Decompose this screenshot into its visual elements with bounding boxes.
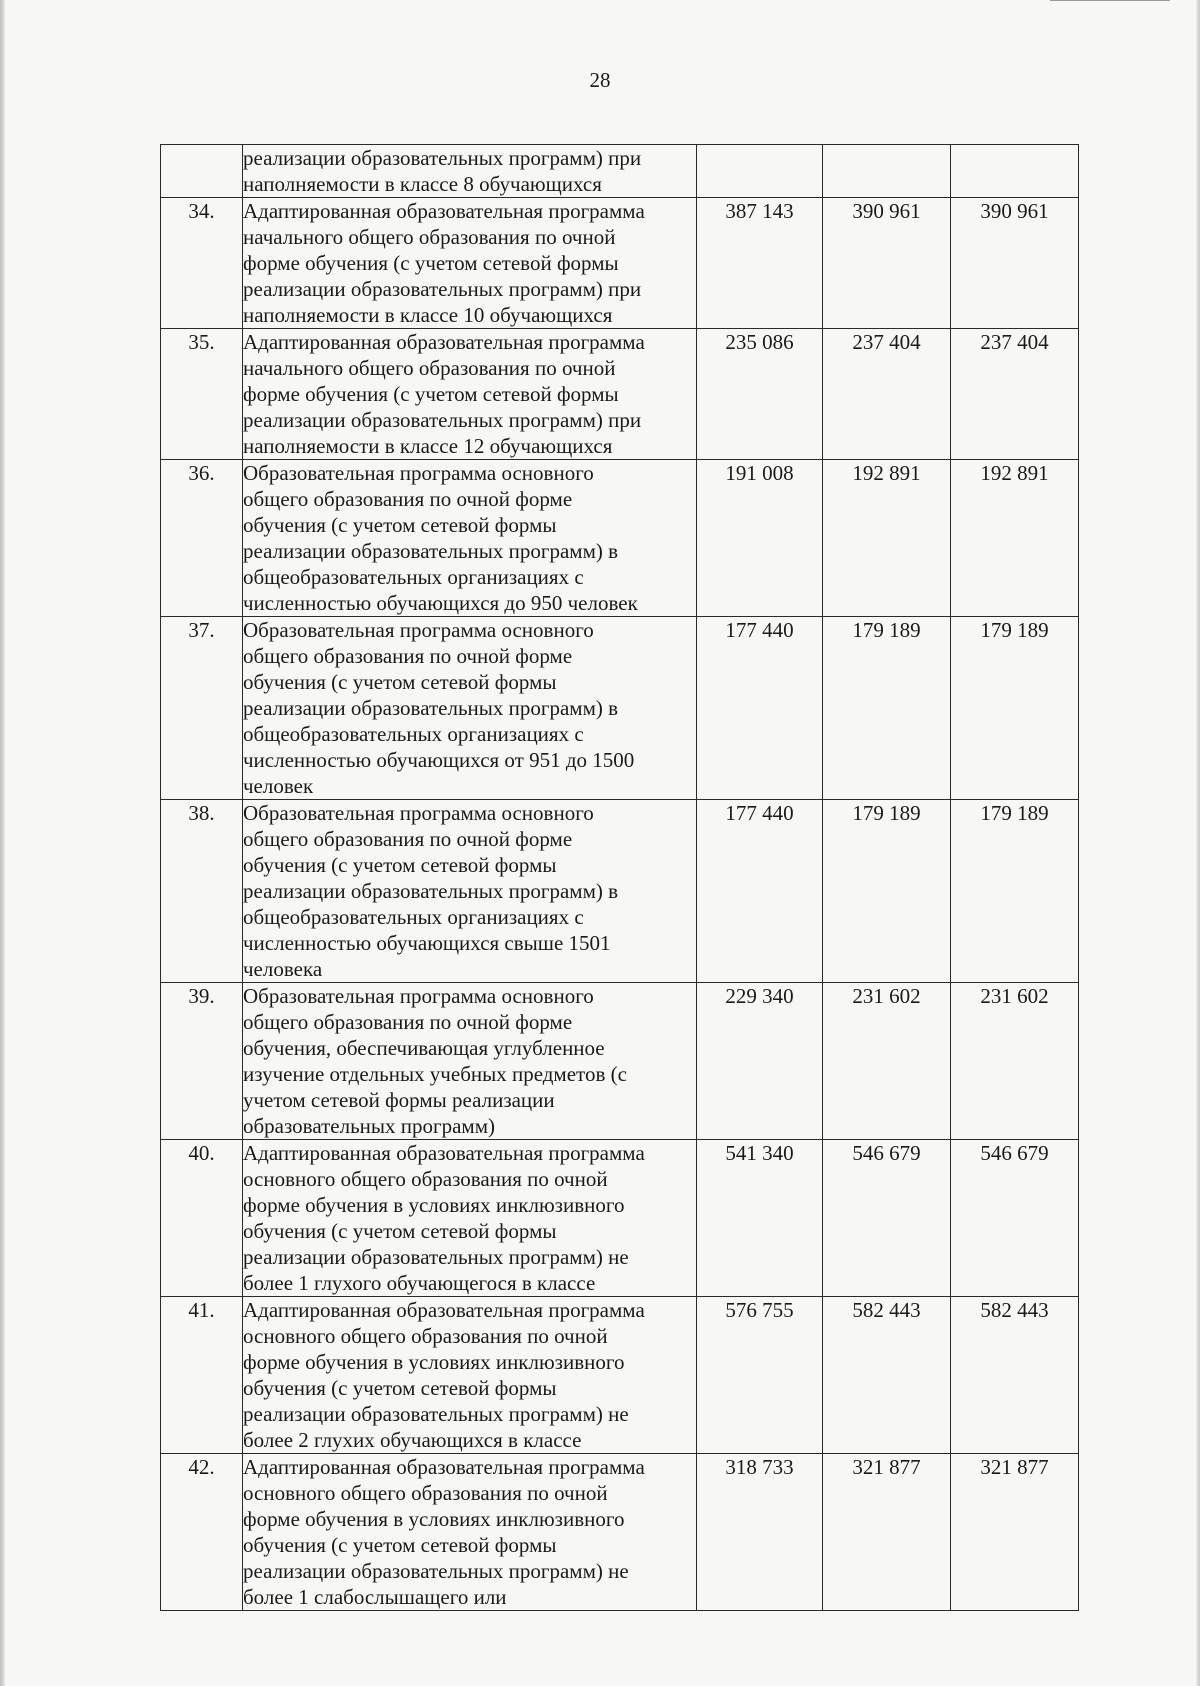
cost-value-year-3 bbox=[951, 145, 1079, 198]
row-number: 42. bbox=[161, 1454, 243, 1611]
description-line: численностью обучающихся до 950 человек bbox=[243, 591, 638, 615]
cost-value-year-1: 229 340 bbox=[697, 983, 823, 1140]
cost-value-year-2: 192 891 bbox=[823, 460, 951, 617]
description-line: общеобразовательных организациях с bbox=[243, 565, 584, 589]
description-line: основного общего образования по очной bbox=[243, 1481, 608, 1505]
cost-value-year-1: 576 755 bbox=[697, 1297, 823, 1454]
row-number: 38. bbox=[161, 800, 243, 983]
description-line: образовательных программ) bbox=[243, 1114, 495, 1138]
description-line: Адаптированная образовательная программа bbox=[243, 330, 645, 354]
description-line: реализации образовательных программ) при bbox=[243, 277, 642, 301]
cost-value-year-2 bbox=[823, 145, 951, 198]
table-row bbox=[161, 198, 1079, 329]
table-body bbox=[161, 145, 1079, 1611]
description-line: общего образования по очной форме bbox=[243, 827, 573, 851]
cost-value-year-3: 231 602 bbox=[951, 983, 1079, 1140]
description-line: Образовательная программа основного bbox=[243, 801, 594, 825]
description-line: реализации образовательных программ) в bbox=[243, 539, 619, 563]
row-number: 35. bbox=[161, 329, 243, 460]
description-line: общеобразовательных организациях с bbox=[243, 905, 584, 929]
row-number: 40. bbox=[161, 1140, 243, 1297]
tariff-table bbox=[160, 144, 1079, 1611]
description-line: обучения, обеспечивающая углубленное bbox=[243, 1036, 605, 1060]
scan-artifact-line bbox=[1050, 0, 1170, 1]
table-row bbox=[161, 1297, 1079, 1454]
cost-value-year-1: 177 440 bbox=[697, 800, 823, 983]
table-row bbox=[161, 1140, 1079, 1297]
cost-value-year-1 bbox=[697, 145, 823, 198]
cost-value-year-2: 231 602 bbox=[823, 983, 951, 1140]
description-line: общего образования по очной форме bbox=[243, 487, 573, 511]
cost-value-year-3: 321 877 bbox=[951, 1454, 1079, 1611]
table-row bbox=[161, 800, 1079, 983]
description-line: человека bbox=[243, 957, 323, 981]
table-row bbox=[161, 983, 1079, 1140]
description-line: реализации образовательных программ) в bbox=[243, 696, 619, 720]
description-line: обучения (с учетом сетевой формы bbox=[243, 1219, 557, 1243]
description-line: обучения (с учетом сетевой формы bbox=[243, 853, 557, 877]
cost-value-year-2: 546 679 bbox=[823, 1140, 951, 1297]
description-line: реализации образовательных программ) не bbox=[243, 1245, 629, 1269]
description-line: общеобразовательных организациях с bbox=[243, 722, 584, 746]
cost-value-year-2: 390 961 bbox=[823, 198, 951, 329]
cost-value-year-1: 191 008 bbox=[697, 460, 823, 617]
page-number: 28 bbox=[589, 68, 611, 92]
description-line: основного общего образования по очной bbox=[243, 1167, 608, 1191]
cost-value-year-1: 541 340 bbox=[697, 1140, 823, 1297]
program-description bbox=[243, 1297, 697, 1454]
description-line: учетом сетевой формы реализации bbox=[243, 1088, 555, 1112]
cost-value-year-3: 546 679 bbox=[951, 1140, 1079, 1297]
program-description bbox=[243, 145, 697, 198]
description-line: наполняемости в классе 10 обучающихся bbox=[243, 303, 613, 327]
cost-value-year-3: 237 404 bbox=[951, 329, 1079, 460]
cost-value-year-2: 179 189 bbox=[823, 617, 951, 800]
program-description bbox=[243, 1454, 697, 1611]
description-line: обучения (с учетом сетевой формы bbox=[243, 513, 557, 537]
description-line: реализации образовательных программ) не bbox=[243, 1559, 629, 1583]
program-description bbox=[243, 617, 697, 800]
description-line: форме обучения в условиях инклюзивного bbox=[243, 1507, 625, 1531]
description-line: обучения (с учетом сетевой формы bbox=[243, 1376, 557, 1400]
description-line: изучение отдельных учебных предметов (с bbox=[243, 1062, 627, 1086]
description-line: более 1 глухого обучающегося в классе bbox=[243, 1271, 596, 1295]
description-line: Образовательная программа основного bbox=[243, 618, 594, 642]
description-line: реализации образовательных программ) при bbox=[243, 408, 642, 432]
description-line: Образовательная программа основного bbox=[243, 461, 594, 485]
row-number: 34. bbox=[161, 198, 243, 329]
cost-value-year-3: 192 891 bbox=[951, 460, 1079, 617]
description-line: форме обучения (с учетом сетевой формы bbox=[243, 251, 619, 275]
description-line: численностью обучающихся от 951 до 1500 bbox=[243, 748, 635, 772]
description-line: обучения (с учетом сетевой формы bbox=[243, 1533, 557, 1557]
description-line: обучения (с учетом сетевой формы bbox=[243, 670, 557, 694]
scan-edge-left bbox=[0, 0, 5, 1686]
cost-value-year-1: 387 143 bbox=[697, 198, 823, 329]
description-line: общего образования по очной форме bbox=[243, 1010, 573, 1034]
cost-value-year-1: 235 086 bbox=[697, 329, 823, 460]
program-description bbox=[243, 983, 697, 1140]
row-number: 39. bbox=[161, 983, 243, 1140]
cost-value-year-2: 237 404 bbox=[823, 329, 951, 460]
description-line: человек bbox=[243, 774, 314, 798]
program-description bbox=[243, 1140, 697, 1297]
cost-value-year-1: 318 733 bbox=[697, 1454, 823, 1611]
cost-value-year-2: 582 443 bbox=[823, 1297, 951, 1454]
table-row bbox=[161, 617, 1079, 800]
scan-edge-right bbox=[1196, 0, 1200, 1686]
description-line: форме обучения в условиях инклюзивного bbox=[243, 1350, 625, 1374]
row-number: 37. bbox=[161, 617, 243, 800]
cost-value-year-2: 321 877 bbox=[823, 1454, 951, 1611]
table-row bbox=[161, 329, 1079, 460]
description-line: численностью обучающихся свыше 1501 bbox=[243, 931, 611, 955]
description-line: реализации образовательных программ) не bbox=[243, 1402, 629, 1426]
description-line: общего образования по очной форме bbox=[243, 644, 573, 668]
description-line: Адаптированная образовательная программа bbox=[243, 199, 645, 223]
description-line: реализации образовательных программ) в bbox=[243, 879, 619, 903]
description-line: реализации образовательных программ) при bbox=[243, 146, 642, 170]
cost-value-year-3: 582 443 bbox=[951, 1297, 1079, 1454]
description-line: Адаптированная образовательная программа bbox=[243, 1141, 645, 1165]
description-line: форме обучения (с учетом сетевой формы bbox=[243, 382, 619, 406]
description-line: форме обучения в условиях инклюзивного bbox=[243, 1193, 625, 1217]
description-line: начального общего образования по очной bbox=[243, 356, 616, 380]
program-description bbox=[243, 198, 697, 329]
description-line: Адаптированная образовательная программа bbox=[243, 1298, 645, 1322]
description-line: Образовательная программа основного bbox=[243, 984, 594, 1008]
row-number: 36. bbox=[161, 460, 243, 617]
row-number: 41. bbox=[161, 1297, 243, 1454]
description-line: Адаптированная образовательная программа bbox=[243, 1455, 645, 1479]
cost-value-year-3: 179 189 bbox=[951, 617, 1079, 800]
table-row bbox=[161, 145, 1079, 198]
description-line: более 1 слабослышащего или bbox=[243, 1585, 507, 1609]
cost-value-year-2: 179 189 bbox=[823, 800, 951, 983]
cost-value-year-1: 177 440 bbox=[697, 617, 823, 800]
description-line: начального общего образования по очной bbox=[243, 225, 616, 249]
row-number bbox=[161, 145, 243, 198]
program-description bbox=[243, 329, 697, 460]
description-line: основного общего образования по очной bbox=[243, 1324, 608, 1348]
cost-value-year-3: 390 961 bbox=[951, 198, 1079, 329]
cost-value-year-3: 179 189 bbox=[951, 800, 1079, 983]
description-line: более 2 глухих обучающихся в классе bbox=[243, 1428, 582, 1452]
description-line: наполняемости в классе 12 обучающихся bbox=[243, 434, 613, 458]
table-row bbox=[161, 1454, 1079, 1611]
description-line: наполняемости в классе 8 обучающихся bbox=[243, 172, 602, 196]
program-description bbox=[243, 800, 697, 983]
program-description bbox=[243, 460, 697, 617]
table-row bbox=[161, 460, 1079, 617]
